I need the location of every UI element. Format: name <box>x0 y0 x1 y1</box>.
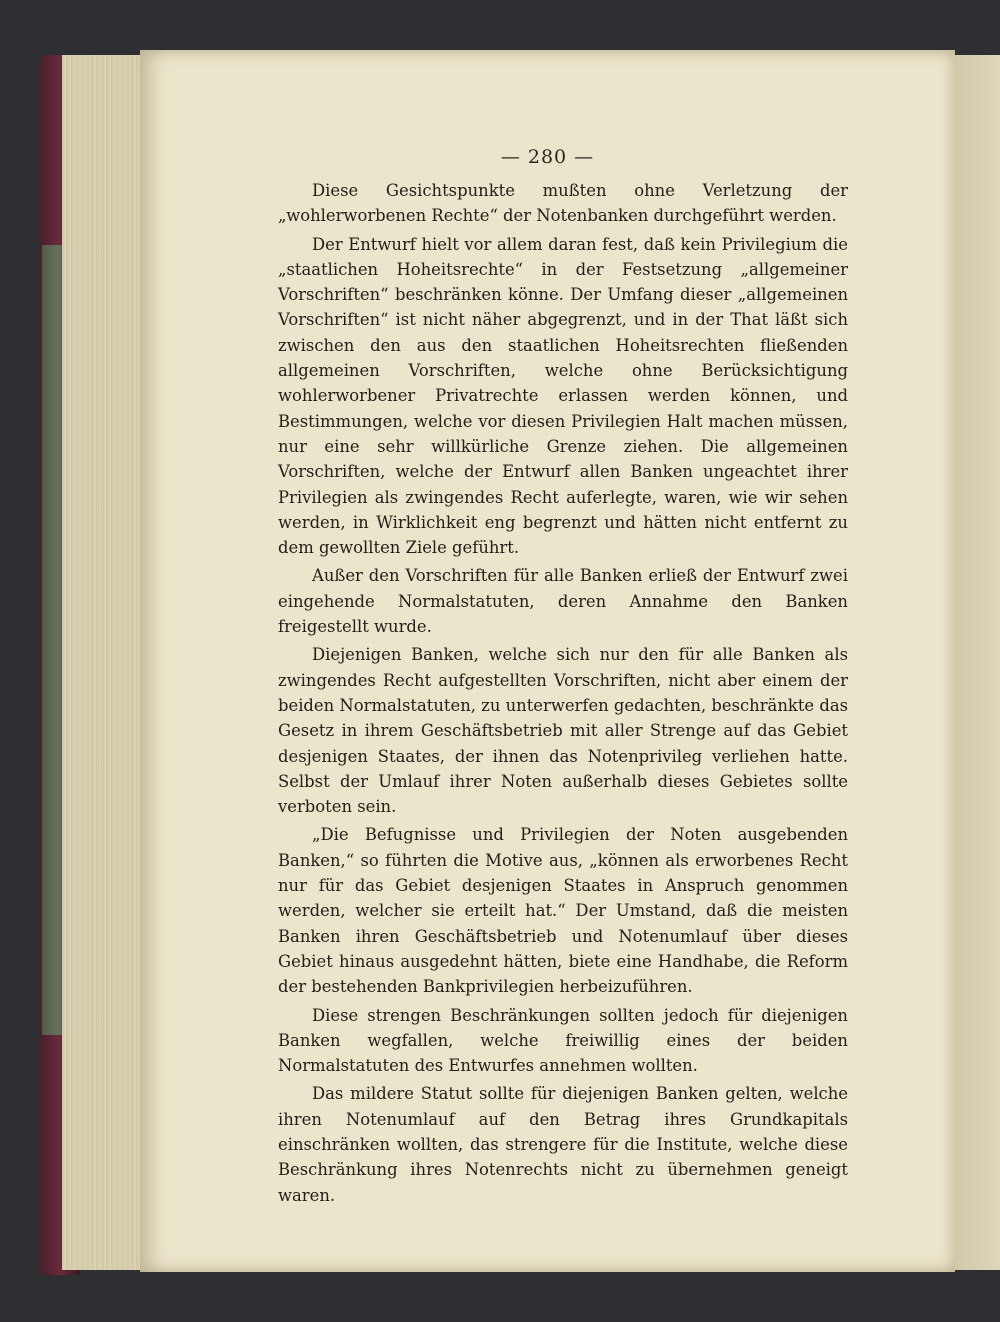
page-number: — 280 — <box>500 146 595 168</box>
paragraph: Der Entwurf hielt vor allem daran fest, daß kein Privilegium die „staatlichen Hoheitsrechte“ in der Festsetzung „allgemeiner Vorschriften“ beschränken könne. Der Umfang dieser „allgemeinen Vorschriften“ ist nicht näher abgegrenzt, und in der That läßt sich zwischen den aus den staatlichen Hoheitsrechten fließenden allgemeinen Vorschriften, welche ohne Berücksichtigung wohlerworbener Privatrechte erlassen werden können, und Bestimmungen, welche vor diesen Privilegien Halt machen müssen, nur eine sehr willkürliche Grenze ziehen. Die allgemeinen Vorschriften, welche der Entwurf allen Banken ungeachtet ihrer Privilegien als zwingendes Recht auferlegte, waren, wie wir sehen werden, in Wirklichkeit eng begrenzt und hätten nicht entfernt zu dem gewollten Ziele geführt. <box>278 234 848 558</box>
paragraph: Außer den Vorschriften für alle Banken erließ der Entwurf zwei eingehende Normalstatuten, deren Annahme den Banken freigestellt wurde. <box>278 566 848 637</box>
paragraph: Diese strengen Beschränkungen sollten jedoch für diejenigen Banken wegfallen, welche freiwillig eines der beiden Normalstatuten des Entwurfes annehmen wollten. <box>278 1005 848 1076</box>
book-page <box>140 50 955 1272</box>
paragraph: Diejenigen Banken, welche sich nur den für alle Banken als zwingendes Recht aufgestellten Vorschriften, nicht aber einem der beiden Normalstatuten, zu unterwerfen gedachten, beschränkte das Gesetz in ihrem Geschäftsbetrieb mit aller Strenge auf das Gebiet desjenigen Staates, der ihnen das Notenprivileg verliehen hatte. Selbst der Umlauf ihrer Noten außerhalb dieses Gebietes sollte verboten sein. <box>278 645 848 817</box>
paragraph: Diese Gesichtspunkte mußten ohne Verletzung der „wohlerworbenen Rechte“ der Notenbanken durchgeführt werden. <box>278 181 848 226</box>
page-stack-edges <box>62 55 152 1270</box>
paragraph: „Die Befugnisse und Privilegien der Noten ausgebenden Banken,“ so führten die Motive aus, „können als erworbenes Recht nur für das Gebiet desjenigen Staates in Anspruch genommen werden, welcher sie erteilt hat.“ Der Umstand, daß die meisten Banken ihren Geschäftsbetrieb und Notenumlauf über dieses Gebiet hinaus ausgedehnt hätten, biete eine Handhabe, die Reform der bestehenden Bankprivilegien herbeizuführen. <box>278 825 848 997</box>
page-text <box>278 178 848 1208</box>
paragraph: Das mildere Statut sollte für diejenigen Banken gelten, welche ihren Notenumlauf auf den Betrag ihres Grundkapitals einschränken wollten, das strengere für die Institute, welche diese Beschränkung ihres Notenrechts nicht zu übernehmen geneigt waren. <box>278 1084 848 1205</box>
facing-page-edge <box>950 55 1000 1270</box>
